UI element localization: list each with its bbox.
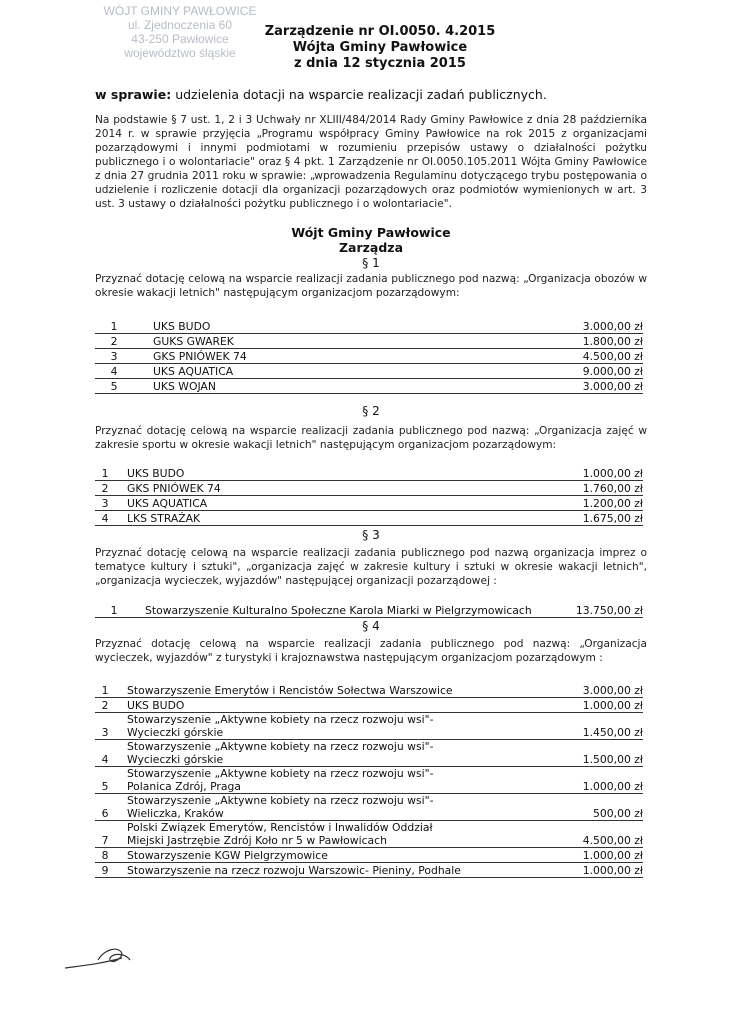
subject-line <box>95 87 547 102</box>
row-number: 3 <box>95 349 133 364</box>
organization-name: Stowarzyszenie Kulturalno Społeczne Karola Miarki w Pielgrzymowicach <box>145 604 532 617</box>
section-3-intro: Przyznać dotację celową na wsparcie realizacji zadania publicznego pod nazwą organizacja imprez o tematyce kultury i sztuki", „organizacja zajęć w zakresie kultury i sztuki w okresie wakacji letnich", „organizacja wycieczek, wyjazdów" następującej organizacji pozarządowej : <box>95 547 647 587</box>
table-row <box>95 821 643 848</box>
section-2-symbol: § 2 <box>362 404 380 418</box>
organization-name: Stowarzyszenie „Aktywne kobiety na rzecz rozwoju wsi"- Wycieczki górskie <box>127 713 467 740</box>
row-number: 5 <box>95 767 115 794</box>
row-spacer <box>115 767 127 794</box>
row-number: 4 <box>95 511 115 526</box>
row-number: 3 <box>95 496 115 511</box>
stamp-line: ul. Zjednoczenia 60 <box>127 18 233 32</box>
row-number: 7 <box>95 821 115 848</box>
table-row <box>95 364 643 379</box>
table-row <box>95 466 643 481</box>
section-1-table <box>95 319 643 394</box>
row-spacer <box>115 821 127 848</box>
grant-amount: 1.000,00 zł <box>533 466 643 481</box>
office-stamp <box>100 4 260 60</box>
row-number: 4 <box>95 740 115 767</box>
grant-amount: 4.500,00 zł <box>533 349 643 364</box>
grant-amount: 9.000,00 zł <box>533 364 643 379</box>
row-spacer <box>115 511 127 526</box>
organization-name: UKS AQUATICA <box>127 496 533 511</box>
table-row <box>95 698 643 713</box>
section-3-symbol: § 3 <box>362 528 380 542</box>
grant-amount: 1.000,00 zł <box>467 863 643 878</box>
organization-name: GKS PNIÓWEK 74 <box>127 481 533 496</box>
row-spacer <box>133 379 153 394</box>
subject-text: udzielenia dotacji na wsparcie realizacji zadań publicznych. <box>175 87 547 102</box>
section-1-symbol: § 1 <box>362 256 380 270</box>
organization-name: LKS STRAŻAK <box>127 511 533 526</box>
section-4-symbol: § 4 <box>362 619 380 633</box>
row-number: 1 <box>95 603 133 618</box>
grant-amount: 1.450,00 zł <box>467 713 643 740</box>
section-4-intro: Przyznać dotację celową na wsparcie realizacji zadania publicznego pod nazwą: „Organizacja wycieczek, wyjazdów" z turystyki i krajoznawstwa następującym organizacjom pozarządowym : <box>95 638 647 664</box>
subject-label: w sprawie: <box>95 87 172 102</box>
row-spacer <box>115 698 127 713</box>
row-spacer <box>115 713 127 740</box>
section-2-table <box>95 466 643 526</box>
organization-name: Stowarzyszenie „Aktywne kobiety na rzecz rozwoju wsi"- Wycieczki górskie <box>127 740 467 767</box>
row-number: 2 <box>95 334 133 349</box>
table-row <box>95 481 643 496</box>
table-row <box>95 683 643 698</box>
table-row <box>95 848 643 863</box>
organization-name: Stowarzyszenie „Aktywne kobiety na rzecz rozwoju wsi"- Wieliczka, Kraków <box>127 794 467 821</box>
organization-name: UKS AQUATICA <box>153 364 533 379</box>
grant-amount: 500,00 zł <box>467 794 643 821</box>
organization-name: Stowarzyszenie na rzecz rozwoju Warszowic- Pieniny, Podhale <box>127 863 467 878</box>
section-1-intro: Przyznać dotację celową na wsparcie realizacji zadania publicznego pod nazwą: „Organizacja obozów w okresie wakacji letnich" następującym organizacjom pozarządowym: <box>95 273 647 299</box>
legal-basis: Na podstawie § 7 ust. 1, 2 i 3 Uchwały nr XLIII/484/2014 Rady Gminy Pawłowice z dnia 28 października 2014 r. w sprawie przyjęcia „Programu współpracy Gminy Pawłowice na rok 2015 z organizacjami pozarządowymi i innymi podmiotami w rozumieniu przepisów ustawy o działalności pożytku publicznego i o wolontariacie" oraz § 4 pkt. 1 Zarządzenie nr OI.0050.105.2011 Wójta Gminy Pawłowice z dnia 27 grudnia 2011 roku w sprawie: „wprowadzenia Regulaminu dotyczącego trybu postępowania o udzielenie i rozliczenie dotacji dla organizacji pozarządowych oraz podmiotów wymienionych w art. 3 ust. 3 ustawy o działalności pożytku publicznego i o wolontariacie". <box>95 114 647 210</box>
row-spacer <box>115 683 127 698</box>
row-spacer <box>115 496 127 511</box>
organization-name: UKS BUDO <box>153 319 533 334</box>
grant-amount: 1.800,00 zł <box>533 334 643 349</box>
grant-amount: 3.000,00 zł <box>533 319 643 334</box>
row-spacer <box>115 794 127 821</box>
grant-amount: 1.000,00 zł <box>467 767 643 794</box>
table-row <box>95 349 643 364</box>
row-spacer <box>133 364 153 379</box>
grant-amount: 1.675,00 zł <box>533 511 643 526</box>
row-number: 1 <box>95 683 115 698</box>
table-row <box>95 511 643 526</box>
organization-name: Polski Związek Emerytów, Rencistów i Inwalidów Oddział Miejski Jastrzębie Zdrój Koło nr 5 w Pawłowicach <box>127 821 467 848</box>
row-number: 6 <box>95 794 115 821</box>
row-spacer <box>115 740 127 767</box>
section-4-table <box>95 683 643 878</box>
grant-amount: 3.000,00 zł <box>467 683 643 698</box>
stamp-line: WÓJT GMINY PAWŁOWICE <box>103 4 257 18</box>
row-spacer <box>133 319 153 334</box>
organization-name: Stowarzyszenie KGW Pielgrzymowice <box>127 848 467 863</box>
row-number: 2 <box>95 481 115 496</box>
row-spacer <box>115 863 127 878</box>
grant-amount: 1.000,00 zł <box>467 698 643 713</box>
organization-name: Stowarzyszenie „Aktywne kobiety na rzecz rozwoju wsi"- Polanica Zdrój, Praga <box>127 767 467 794</box>
grant-amount: 1.000,00 zł <box>467 848 643 863</box>
table-row <box>95 334 643 349</box>
row-number: 8 <box>95 848 115 863</box>
organization-name: UKS WOJAN <box>153 379 533 394</box>
row-number: 9 <box>95 863 115 878</box>
row-number: 1 <box>95 466 115 481</box>
table-row <box>95 740 643 767</box>
row-spacer <box>133 349 153 364</box>
grant-amount: 3.000,00 zł <box>533 379 643 394</box>
orders-heading <box>95 225 647 255</box>
orders-verb: Zarządza <box>338 240 404 255</box>
organization-name: Stowarzyszenie Emerytów i Rencistów Sołectwa Warszowice <box>127 683 467 698</box>
row-spacer <box>115 848 127 863</box>
table-row <box>95 863 643 878</box>
table-row <box>95 379 643 394</box>
stamp-line: województwo śląskie <box>124 46 236 60</box>
row-number: 5 <box>95 379 133 394</box>
row-spacer <box>115 481 127 496</box>
row-number: 4 <box>95 364 133 379</box>
row-spacer <box>133 334 153 349</box>
stamp-line: 43-250 Pawłowice <box>131 32 229 46</box>
grant-amount: 1.760,00 zł <box>533 481 643 496</box>
section-2-intro: Przyznać dotację celową na wsparcie realizacji zadania publicznego pod nazwą: „Organizacja zajęć w zakresie sportu w okresie wakacji letnich" następującym organizacjom pozarządowym: <box>95 425 647 451</box>
row-number: 1 <box>95 319 133 334</box>
table-row <box>95 496 643 511</box>
organization-name: UKS BUDO <box>127 698 467 713</box>
document-header <box>250 24 510 72</box>
table-row <box>95 319 643 334</box>
section-3-table <box>95 603 643 618</box>
organization-name: GKS PNIÓWEK 74 <box>153 349 533 364</box>
grant-amount: 1.200,00 zł <box>533 496 643 511</box>
row-spacer <box>115 466 127 481</box>
orders-authority: Wójt Gminy Pawłowice <box>291 225 451 240</box>
row-number: 3 <box>95 713 115 740</box>
row-spacer <box>133 603 145 618</box>
organization-name: GUKS GWAREK <box>153 334 533 349</box>
row-number: 2 <box>95 698 115 713</box>
table-row <box>95 603 643 618</box>
document-issuer: Wójta Gminy Pawłowice <box>292 40 468 55</box>
document-title: Zarządzenie nr OI.0050. 4.2015 <box>264 24 496 39</box>
table-row <box>95 767 643 794</box>
grant-amount: 13.750,00 zł <box>533 603 643 618</box>
table-row <box>95 794 643 821</box>
grant-amount: 4.500,00 zł <box>467 821 643 848</box>
signature-icon <box>60 940 140 980</box>
organization-name: UKS BUDO <box>127 466 533 481</box>
document-date: z dnia 12 stycznia 2015 <box>294 56 466 71</box>
table-row <box>95 713 643 740</box>
grant-amount: 1.500,00 zł <box>467 740 643 767</box>
